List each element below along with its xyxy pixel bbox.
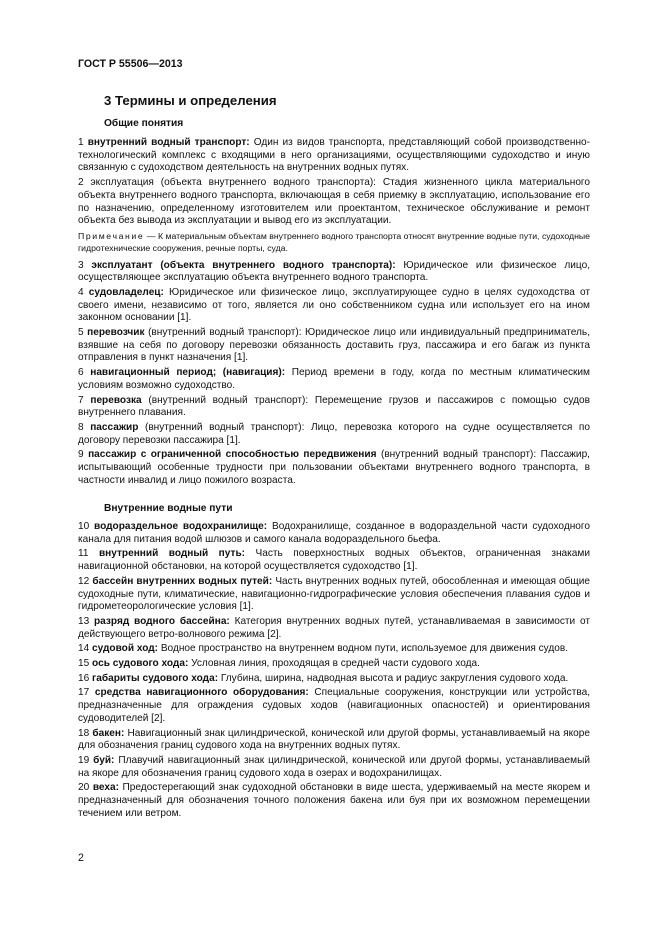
term-name: пассажир с ограниченной способностью передвижения: [88, 449, 377, 461]
term-entry: [78, 521, 590, 546]
term-entry: [78, 548, 590, 573]
term-number: 5: [78, 327, 84, 339]
term-name: перевозчик: [87, 327, 145, 339]
term-entry: [78, 177, 590, 228]
term-definition: Глубина, ширина, надводная высота и радиус закругления судового хода.: [220, 672, 569, 684]
term-definition: Один из видов транспорта, представляющий собой производственно-технологический комплекс с входящими в него организациями, осуществляющими судоходство и иную связанную с судоходством деятельность на внутренних водных путях.: [78, 137, 590, 174]
term-number: 8: [78, 421, 84, 433]
term-entry: [78, 658, 590, 671]
term-entry: [78, 576, 590, 614]
term-entry: [78, 728, 590, 753]
term-number: 17: [78, 687, 90, 699]
term-definition: эксплуатация (объекта внутреннего водного транспорта): Стадия жизненного цикла материального объекта внутреннего водного транспорта, включающая в себя приемку в эксплуатацию, использование его по назначению, определенному изготовителем или проектантом, техническое обслуживание и ремонт объекта без вывода из эксплуатации и вывод его из эксплуатации.: [78, 177, 591, 227]
term-number: 9: [78, 449, 84, 461]
term-number: 12: [78, 575, 90, 587]
term-name: веха:: [92, 782, 119, 794]
term-entry: [78, 449, 590, 487]
term-definition: (внутренний водный транспорт): Пассажир, испытывающий особенные трудности при пользовании объектами внутреннего водного транспорта, в частности инвалид и лицо пожилого возраста.: [78, 449, 590, 486]
term-definition: Часть внутренних водных путей, обособленная и имеющая общие судоходные пути, климатические, навигационно-гидрографические условия обеспечения плавания судов и гидрометеорологические условия [1].: [78, 575, 590, 613]
term-name: бакен:: [92, 727, 125, 739]
term-number: 16: [78, 672, 90, 684]
term-entry: [78, 673, 590, 686]
term-definition: Юридическое или физическое лицо, осуществляющее эксплуатацию объекта внутреннего водного транспорта.: [78, 259, 590, 284]
term-entry: [78, 782, 590, 820]
term-number: 20: [78, 782, 90, 794]
term-number: 7: [78, 394, 84, 406]
term-number: 11: [78, 548, 89, 560]
term-name: перевозка: [90, 394, 142, 406]
term-name: бассейн внутренних водных путей:: [92, 575, 273, 587]
term-number: 2: [78, 177, 84, 189]
document-header: ГОСТ Р 55506—2013: [78, 58, 183, 70]
term-name: габариты судового хода:: [92, 672, 219, 684]
general-terms-block: [78, 137, 590, 489]
term-name: внутренний водный путь:: [98, 548, 246, 560]
term-definition: Юридическое или физическое лицо, эксплуатирующее судно в целях судоходства от своего имени, независимо от того, является ли оно собственником судна или использует его на ином законном основании [1].: [78, 286, 590, 324]
term-number: 6: [78, 367, 84, 379]
term-definition: Условная линия, проходящая в средней части судового хода.: [191, 658, 480, 670]
term-entry: [78, 260, 590, 285]
section-title: 3 Термины и определения: [104, 93, 277, 108]
term-definition: (внутренний водный транспорт): Лицо, перевозка которого на судне осуществляется по договору перевозки пассажира [1].: [78, 421, 590, 446]
term-number: 4: [78, 286, 84, 298]
term-name: навигационный период; (навигация):: [90, 367, 286, 379]
term-entry: [78, 395, 590, 420]
term-number: 13: [78, 615, 90, 627]
term-definition: Плавучий навигационный знак цилиндрической, конической или другой формы, устанавливаемый на якоре для обозначения границ судового хода в озерах и водохранилищах.: [78, 754, 590, 779]
term-name: судовладелец:: [88, 286, 164, 298]
term-definition: (внутренний водный транспорт): Перемещение грузов и пассажиров с помощью судов внутреннего плавания.: [78, 394, 590, 419]
term-definition: Водное пространство на внутреннем водном пути, используемое для движения судов.: [160, 643, 569, 655]
term-name: внутренний водный транспорт:: [87, 137, 250, 148]
term-definition: Период времени в году, когда по местным климатическим условиям возможно судоходство.: [78, 367, 590, 391]
term-definition: Предостерегающий знак судоходной обстановки в виде шеста, удерживаемый на месте якорем и предназначенный для обозначения точного положения бакена или буя при их возможном перемещении течением или ветром.: [78, 782, 591, 819]
general-terms-list-a: [78, 137, 590, 228]
term-entry: [78, 327, 590, 365]
term-entry: [78, 755, 590, 780]
note-text: — К материальным объектам внутреннего водного транспорта относят внутренние водные пути, судоходные гидротехнические сооружения, речные порты, суда.: [78, 230, 590, 253]
term-name: водораздельное водохранилище:: [94, 521, 268, 532]
page-number: 2: [78, 852, 84, 864]
term-name: разряд водного бассейна:: [94, 615, 230, 627]
term-name: судовой ход:: [92, 643, 159, 655]
term-name: буй:: [93, 754, 115, 766]
term-number: 19: [78, 754, 90, 766]
term-entry: [78, 367, 590, 392]
term-number: 3: [78, 259, 84, 271]
term-definition: Часть поверхностных водных объектов, ограниченная знаками навигационной обстановки, на которой осуществляется судоходство [1].: [78, 548, 590, 573]
waterways-terms-block: [78, 521, 590, 822]
term-definition: Водохранилище, созданное в водораздельной части судоходного канала для питания водой шлюзов и самого канала водораздельного бьефа.: [78, 521, 590, 545]
general-terms-list-b: [78, 260, 590, 488]
term-number: 18: [78, 727, 90, 739]
note-label: Примечание: [78, 230, 145, 241]
term-number: 14: [78, 643, 90, 655]
term-definition: Категория внутренних водных путей, устанавливаемая в зависимости от действующего ветро-волнового режима [2].: [78, 615, 590, 640]
term-number: 10: [78, 521, 90, 532]
term-name: ось судового хода:: [92, 658, 189, 670]
term-entry: [78, 643, 590, 656]
term-name: эксплуатант (объекта внутреннего водного транспорта):: [91, 259, 396, 271]
waterways-terms-list: [78, 521, 590, 820]
term-entry: [78, 687, 590, 725]
term-entry: [78, 287, 590, 325]
term-definition: Навигационный знак цилиндрической, конической или другой формы, устанавливаемый на якоре для обозначения границ судового хода на внутренних водных путях.: [78, 727, 590, 752]
term-definition: Специальные сооружения, конструкции или устройства, предназначенные для ограждения судовых ходов (навигационных опасностей) и ориентирования судоводителей [2].: [78, 687, 590, 724]
term-definition: (внутренний водный транспорт): Юридическое лицо или индивидуальный предприниматель, взявшие на себя по договору перевозки обязанность доставить груз, пассажира и его багаж из пункта отправления в пункт назначения [1].: [78, 327, 590, 364]
term-name: пассажир: [90, 421, 139, 433]
term-number: 1: [78, 137, 84, 148]
term-entry: [78, 137, 590, 175]
subsection-title-general: Общие понятия: [104, 118, 184, 129]
note: [78, 231, 590, 255]
subsection-title-waterways: Внутренние водные пути: [104, 503, 233, 514]
term-name: средства навигационного оборудования:: [94, 687, 309, 699]
term-entry: [78, 422, 590, 447]
term-entry: [78, 616, 590, 641]
term-number: 15: [78, 658, 90, 670]
